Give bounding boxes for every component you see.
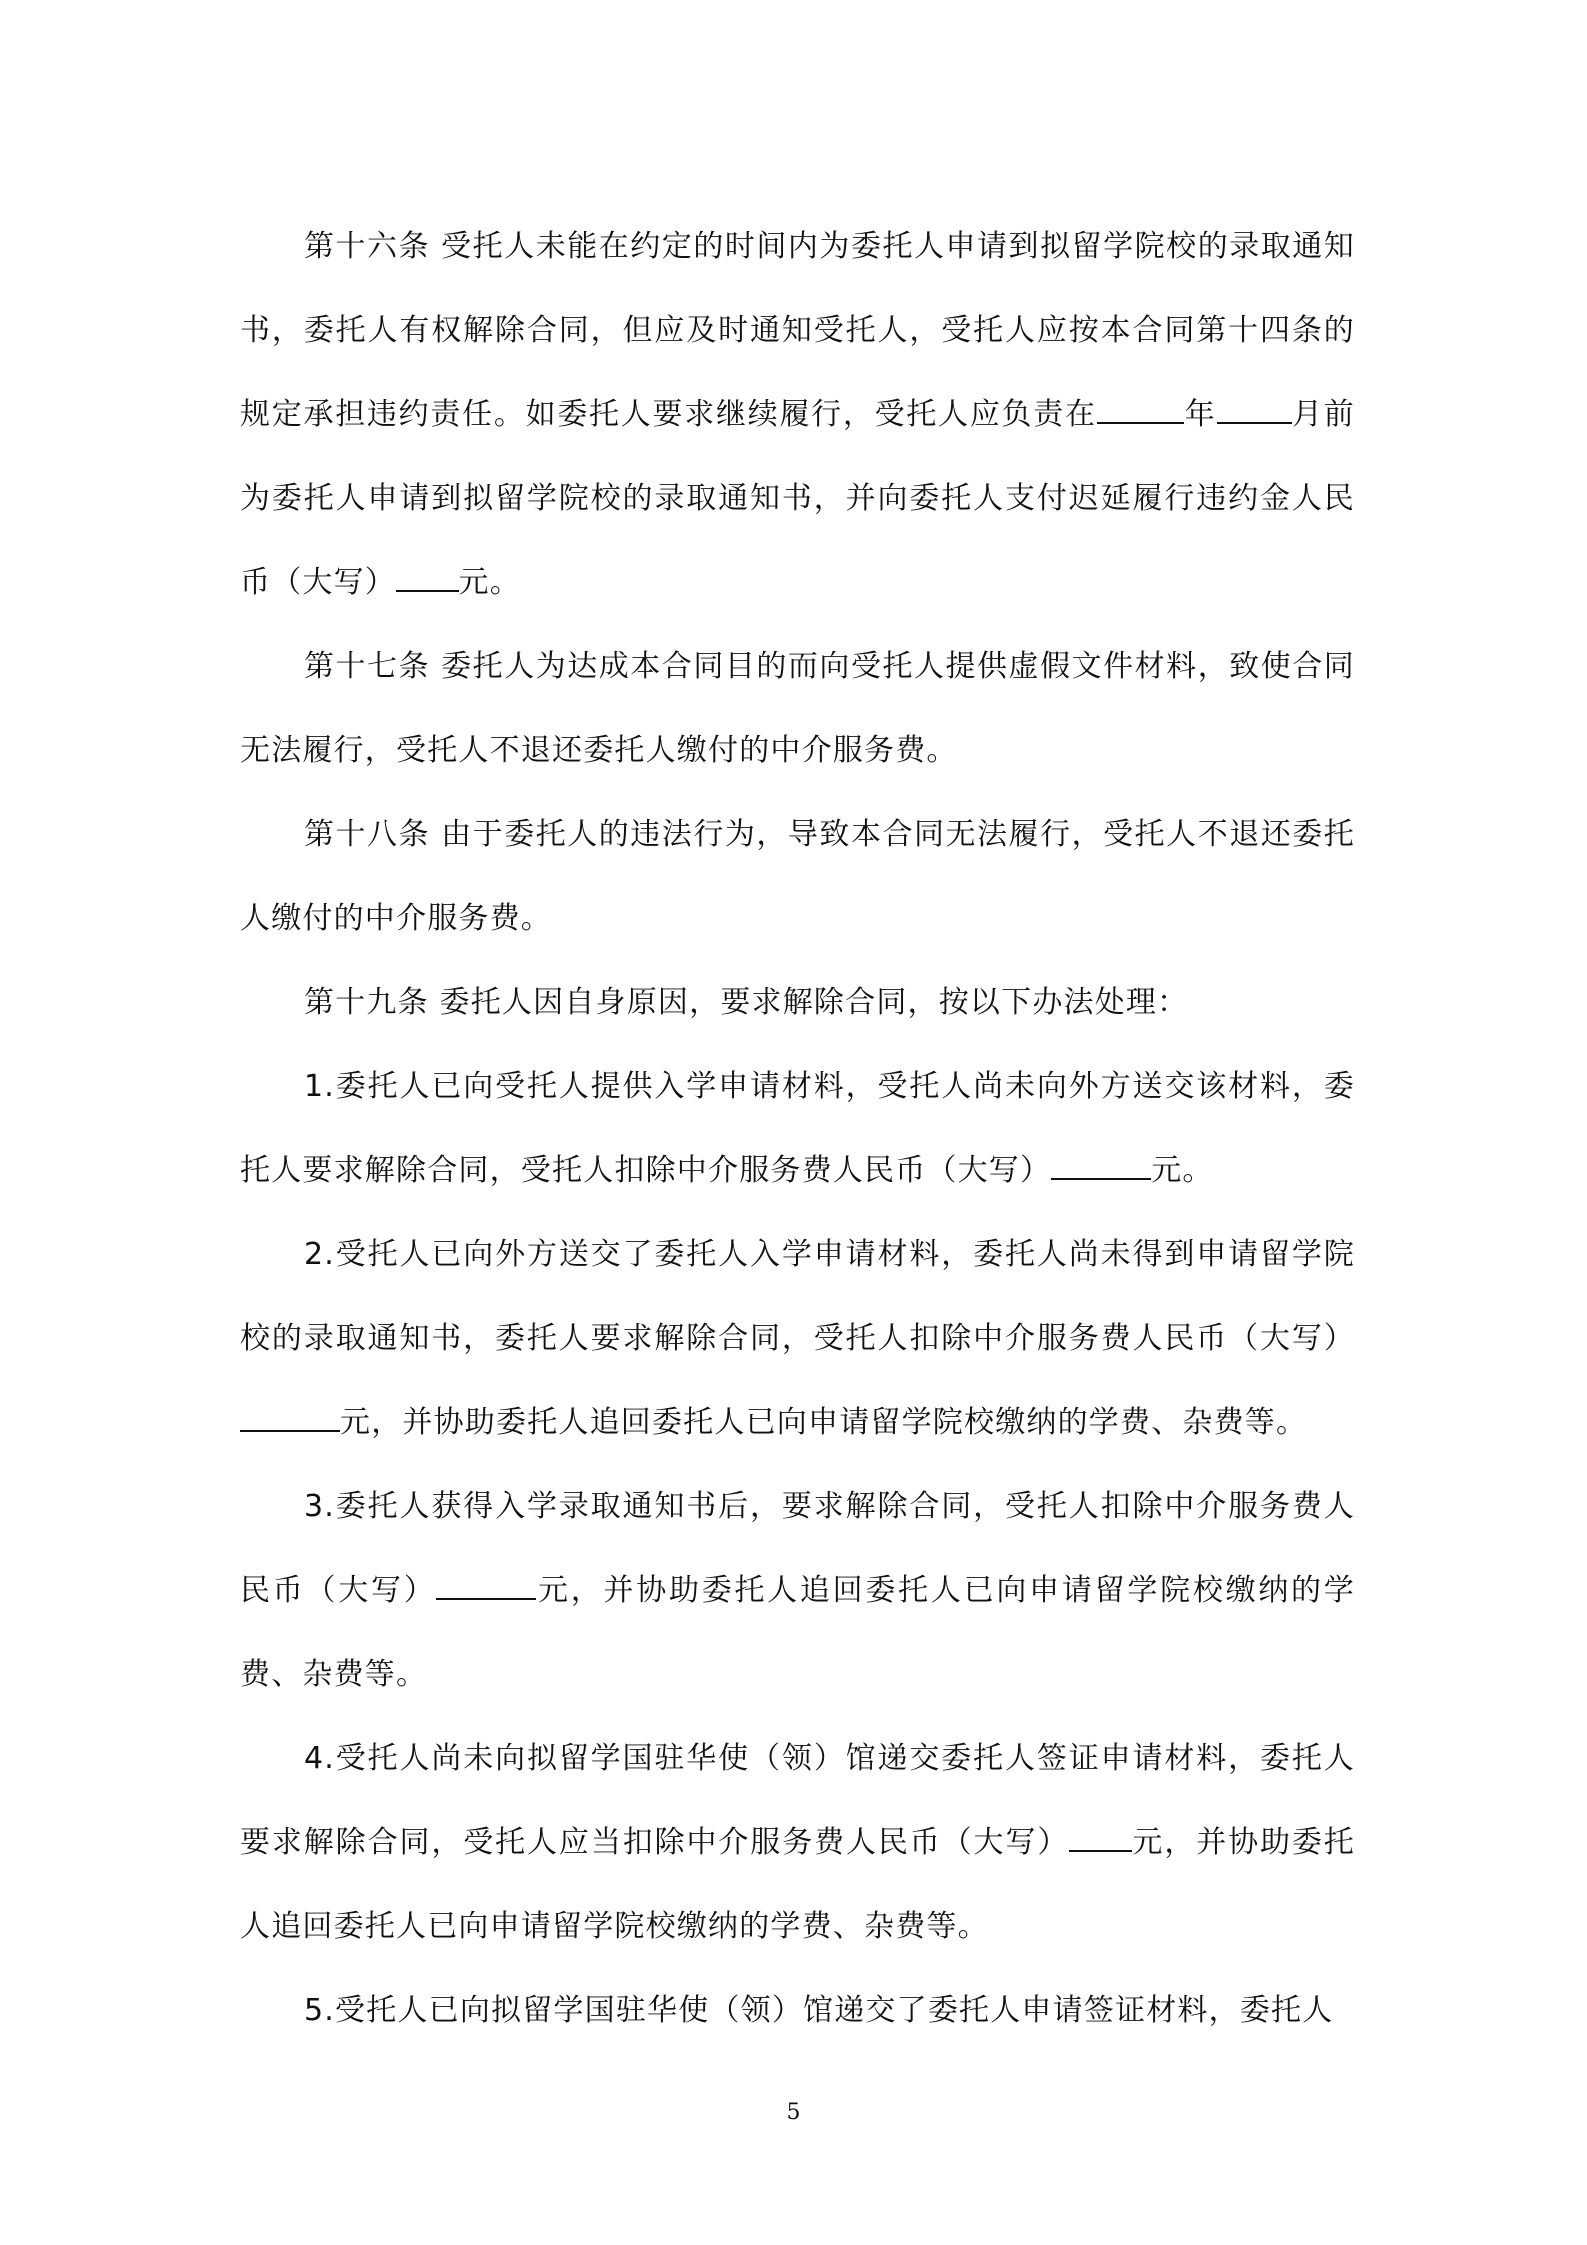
article-19-paragraph	[240, 961, 1355, 1045]
paragraph-text: 4.受托人尚未向拟留学国驻华使（领）馆递交委托人签证申请材料，委托人要求解除合同，受托人应当扣除中介服务费人民币（大写）	[240, 1741, 1355, 1860]
article-19-item-3-paragraph	[240, 1465, 1355, 1717]
article-17-paragraph	[240, 625, 1355, 793]
paragraph-text: 元，并协助委托人追回委托人已向申请留学院校缴纳的学费、杂费等。	[340, 1405, 1308, 1440]
fill-in-blank-line	[1097, 396, 1185, 424]
fill-in-blank-line	[436, 1572, 536, 1600]
paragraph-text: 元，并协助委托人追回委托人已向申请留学院校缴纳的学费、杂费等。	[240, 1825, 1355, 1944]
paragraph-text: 元，并协助委托人追回委托人已向申请留学院校缴纳的学费、杂费等。	[240, 1573, 1355, 1692]
paragraph-text: 2.受托人已向外方送交了委托人入学申请材料，委托人尚未得到申请留学院校的录取通知书，委托人要求解除合同，受托人扣除中介服务费人民币（大写）	[240, 1237, 1355, 1356]
fill-in-blank-line	[1217, 396, 1292, 424]
fill-in-blank-line	[1069, 1824, 1132, 1852]
paragraph-text: 3.委托人获得入学录取通知书后，要求解除合同，受托人扣除中介服务费人民币（大写）	[240, 1489, 1355, 1608]
article-19-item-5-paragraph	[240, 1969, 1355, 2053]
fill-in-blank-line	[1051, 1152, 1151, 1180]
fill-in-blank-line	[240, 1404, 340, 1432]
article-18-paragraph	[240, 793, 1355, 961]
paragraph-text: 5.受托人已向拟留学国驻华使（领）馆递交了委托人申请签证材料，委托人	[304, 1993, 1334, 2028]
paragraph-text: 第十七条 委托人为达成本合同目的而向受托人提供虚假文件材料，致使合同无法履行，受托人不退还委托人缴付的中介服务费。	[240, 649, 1355, 768]
paragraph-text: 年	[1184, 397, 1217, 432]
article-16-paragraph	[240, 205, 1355, 625]
paragraph-text: 1.委托人已向受托人提供入学申请材料，受托人尚未向外方送交该材料，委托人要求解除合同，受托人扣除中介服务费人民币（大写）	[240, 1069, 1355, 1188]
fill-in-blank-line	[396, 564, 459, 592]
paragraph-text: 元。	[458, 565, 521, 600]
article-19-item-2-paragraph	[240, 1213, 1355, 1465]
paragraph-text: 元。	[1151, 1153, 1214, 1188]
paragraph-text: 月前为委托人申请到拟留学院校的录取通知书，并向委托人支付迟延履行违约金人民币（大写）	[240, 397, 1355, 600]
contract-body	[240, 205, 1355, 2053]
page-number: 5	[786, 2100, 801, 2125]
article-19-item-1-paragraph	[240, 1045, 1355, 1213]
paragraph-text: 第十六条 受托人未能在约定的时间内为委托人申请到拟留学院校的录取通知书，委托人有权解除合同，但应及时通知受托人，受托人应按本合同第十四条的规定承担违约责任。如委托人要求继续履行，受托人应负责在	[240, 229, 1355, 432]
paragraph-text: 第十九条 委托人因自身原因，要求解除合同，按以下办法处理：	[304, 985, 1189, 1020]
paragraph-text: 第十八条 由于委托人的违法行为，导致本合同无法履行，受托人不退还委托人缴付的中介服务费。	[240, 817, 1355, 936]
article-19-item-4-paragraph	[240, 1717, 1355, 1969]
